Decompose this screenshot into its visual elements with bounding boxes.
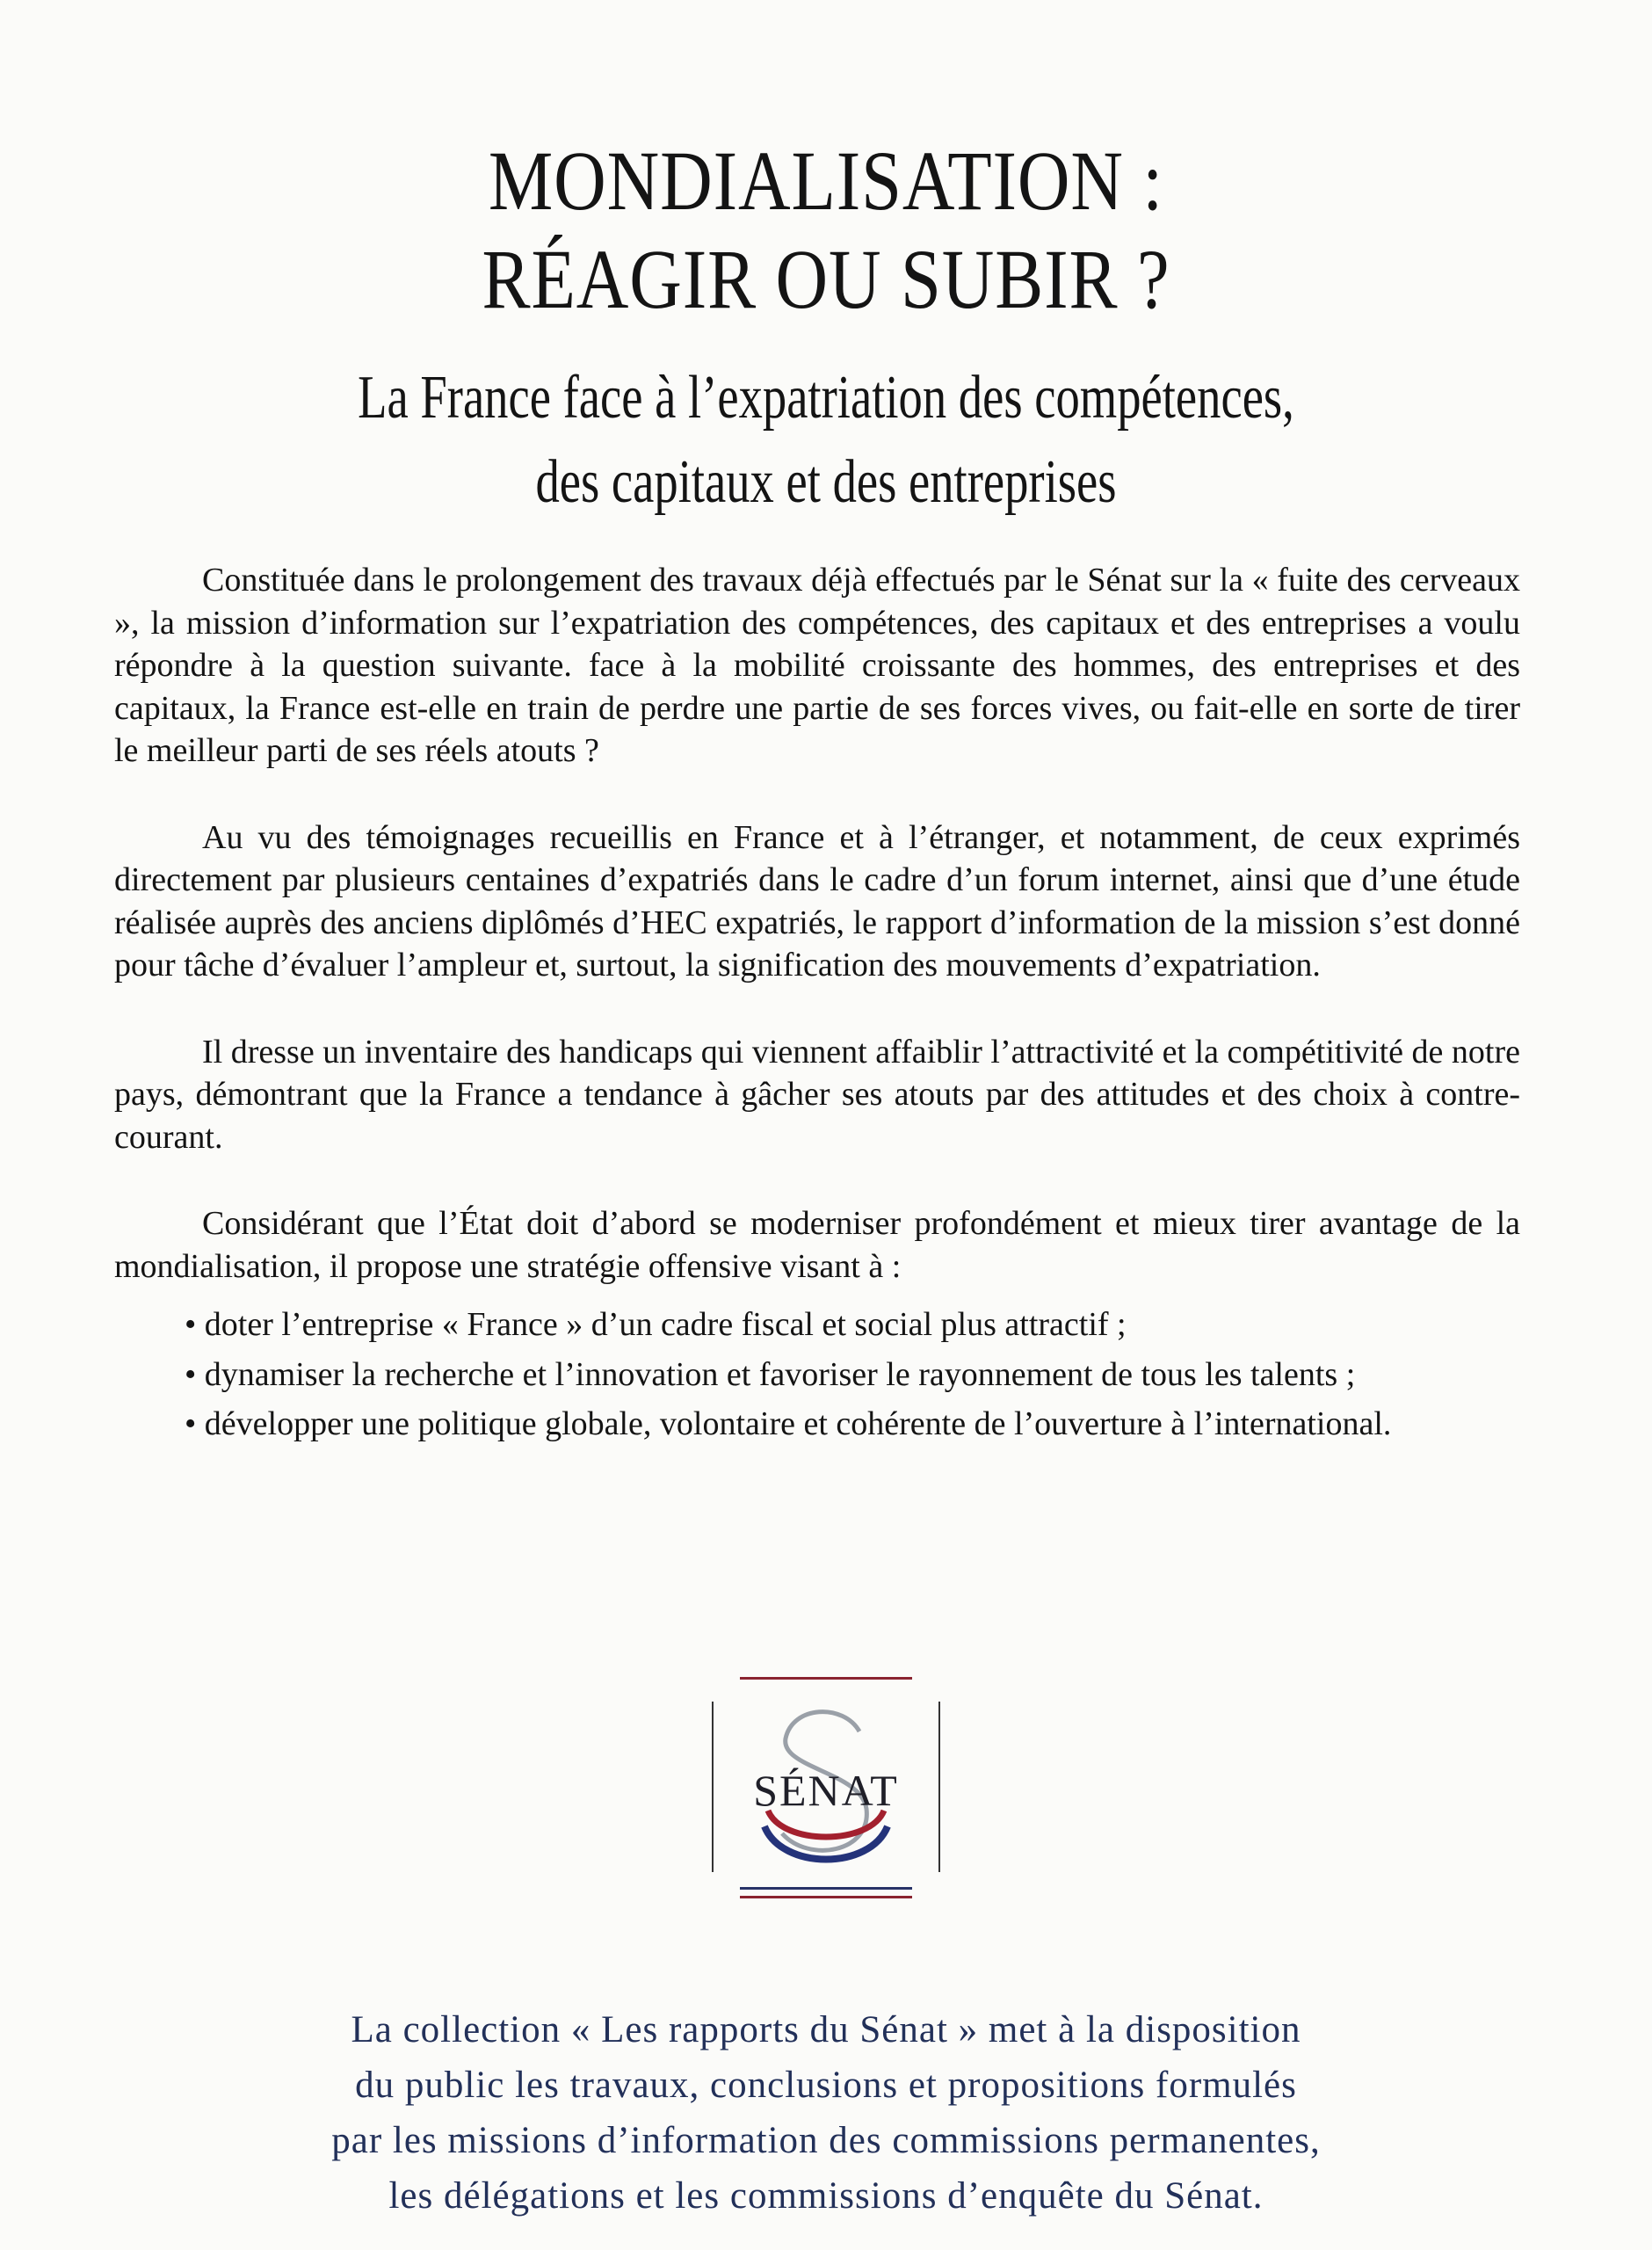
collection-note [0, 2002, 1652, 2224]
page-title [116, 132, 1537, 329]
footer-line-2: du public les travaux, conclusions et propositions formulés [355, 2065, 1297, 2106]
bullet-item-international: • développer une politique globale, volontaire et cohérente de l’ouverture à l’international. [185, 1405, 1392, 1442]
paragraph-intro: Constituée dans le prolongement des travaux déjà effectués par le Sénat sur la « fuite des cerveaux », la mission d’information sur l’expatriation des compétences, des capitaux et des entreprises a voulu répondre à la question suivante. face à la mobilité croissante des hommes, des entreprises et des capitaux, la France est-elle en train de perdre une partie de ses forces vives, ou fait-elle en sorte de tirer le meilleur parti de ses réels atouts ? [114, 562, 1520, 769]
logo-bottom-rule-blue [740, 1887, 912, 1890]
summary-text [114, 559, 1520, 1453]
title-line-1: MONDIALISATION : [488, 134, 1164, 228]
subtitle-line-1: La France face à l’expatriation des compétences, [358, 364, 1294, 432]
footer-line-1: La collection « Les rapports du Sénat » met à la disposition [351, 2009, 1301, 2050]
paragraph-testimonies: Au vu des témoignages recueillis en France et à l’étranger, et notamment, de ceux exprimés directement par plusieurs centaines d’expatriés dans le cadre d’un forum internet, ainsi que d’une étude réalisée auprès des anciens diplômés d’HEC expatriés, le rapport d’information de la mission s’est donné pour tâche d’évaluer l’ampleur et, surtout, la signification des mouvements d’expatriation. [114, 818, 1520, 983]
page-subtitle [182, 356, 1470, 525]
bullet-item-research: • dynamiser la recherche et l’innovation et favoriser le rayonnement de tous les talents ; [185, 1355, 1356, 1393]
subtitle-line-2: des capitaux et des entreprises [535, 448, 1117, 516]
senat-logo [712, 1677, 940, 1898]
footer-line-3: par les missions d’information des commissions permanentes, [331, 2120, 1321, 2161]
logo-bottom-rule [740, 1896, 912, 1898]
paragraph-strategy: Considérant que l’État doit d’abord se moderniser profondément et mieux tirer avantage de la mondialisation, il propose une stratégie offensive visant à : [114, 1205, 1520, 1285]
logo-wordmark: SÉNAT [753, 1766, 899, 1815]
bullet-item-fiscal: • doter l’entreprise « France » d’un cadre fiscal et social plus attractif ; [185, 1306, 1127, 1343]
footer-line-4: les délégations et les commissions d’enquête du Sénat. [388, 2175, 1264, 2217]
title-line-2: RÉAGIR OU SUBIR ? [482, 232, 1170, 326]
paragraph-inventory: Il dresse un inventaire des handicaps qui viennent affaiblir l’attractivité et la compétitivité de notre pays, démontrant que la France a tendance à gâcher ses atouts par des attitudes et des choix à contre-courant. [114, 1033, 1520, 1156]
